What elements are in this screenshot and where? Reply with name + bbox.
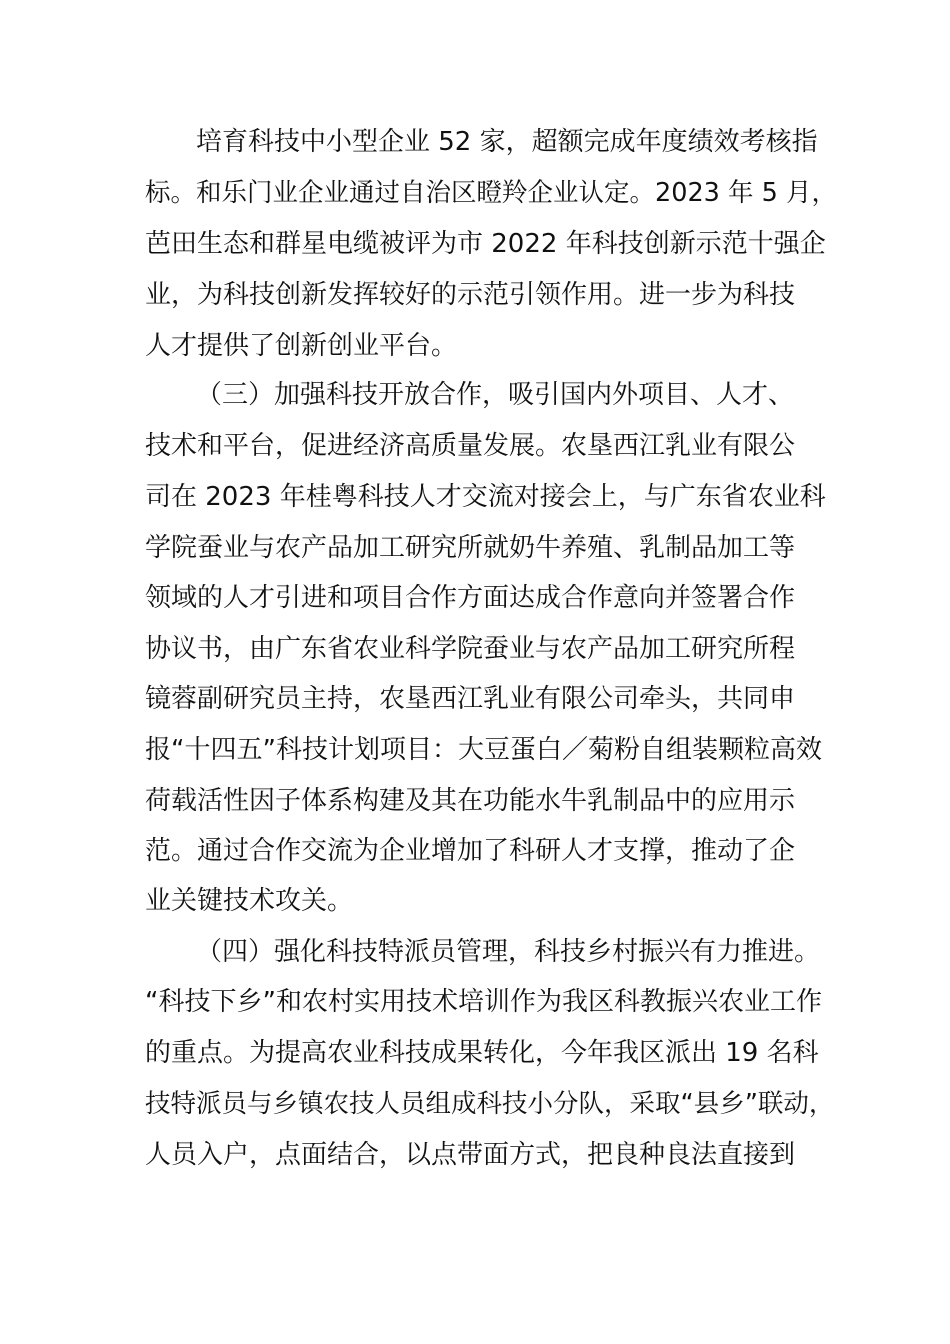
text-line: 领域的人才引进和项目合作方面达成合作意向并签署合作 — [145, 583, 796, 613]
text-line: 技特派员与乡镇农技人员组成科技小分队，采取“县乡”联动， — [145, 1089, 835, 1119]
text-line: “科技下乡”和农村实用技术培训作为我区科教振兴农业工作 — [145, 987, 822, 1017]
section-heading-3: （三）加强科技开放合作，吸引国内外项目、人才、 — [196, 380, 795, 410]
text-line: 人员入户，点面结合，以点带面方式，把良种良法直接到 — [145, 1140, 796, 1170]
text-line: 技术和平台，促进经济高质量发展。农垦西江乳业有限公 — [145, 431, 796, 461]
text-line: 芭田生态和群星电缆被评为市 2022 年科技创新示范十强企 — [145, 229, 826, 259]
text-line: 荷载活性因子体系构建及其在功能水牛乳制品中的应用示 — [145, 786, 796, 816]
text-line: 培育科技中小型企业 52 家，超额完成年度绩效考核指 — [196, 127, 818, 157]
text-line: 标。和乐门业企业通过自治区瞪羚企业认定。2023 年 5 月， — [145, 178, 837, 208]
text-line: 业关键技术攻关。 — [145, 886, 354, 916]
text-line: 镜蓉副研究员主持，农垦西江乳业有限公司牵头，共同申 — [145, 684, 796, 714]
text-line: 人才提供了创新创业平台。 — [145, 331, 458, 361]
section-heading-4: （四）强化科技特派员管理，科技乡村振兴有力推进。 — [196, 937, 821, 967]
text-line: 的重点。为提高农业科技成果转化，今年我区派出 19 名科 — [145, 1038, 819, 1068]
text-line: 司在 2023 年桂粤科技人才交流对接会上，与广东省农业科 — [145, 482, 826, 512]
text-line: 业，为科技创新发挥较好的示范引领作用。进一步为科技 — [145, 280, 796, 310]
text-line: 学院蚕业与农产品加工研究所就奶牛养殖、乳制品加工等 — [145, 533, 796, 563]
text-line: 范。通过合作交流为企业增加了科研人才支撑，推动了企 — [145, 836, 796, 866]
text-line: 报“十四五”科技计划项目：大豆蛋白／菊粉自组装颗粒高效 — [145, 735, 822, 765]
text-line: 协议书，由广东省农业科学院蚕业与农产品加工研究所程 — [145, 634, 796, 664]
